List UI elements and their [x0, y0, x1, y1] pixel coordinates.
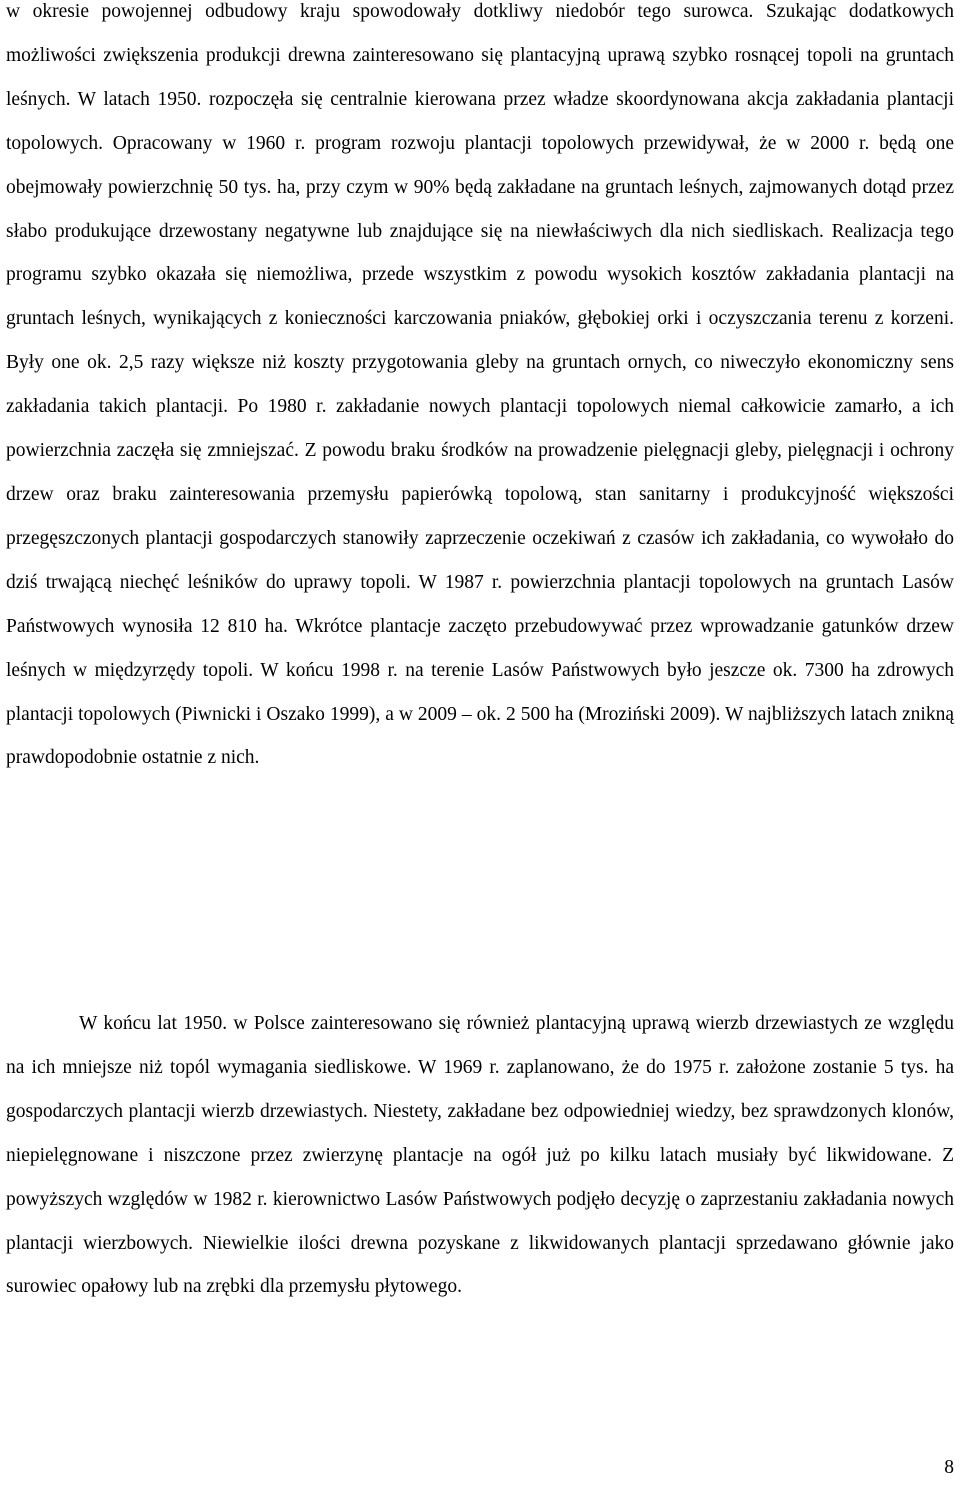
- page-number: 8: [944, 1457, 954, 1478]
- body-text-section-1: [6, 0, 954, 780]
- body-text-section-2: [6, 1002, 954, 1309]
- paragraph-willow-plantations: W końcu lat 1950. w Polsce zainteresowano się również plantacyjną uprawą wierzb drzewiastych ze względu na ich mniejsze niż topól wymagania siedliskowe. W 1969 r. zaplanowano, że do 1975 r. założone zostanie 5 tys. ha gospodarczych plantacji wierzb drzewiastych. Niestety, zakładane bez odpowiedniej wiedzy, bez sprawdzonych klonów, niepielęgnowane i niszczone przez zwierzynę plantacje na ogół już po kilku latach musiały być likwidowane. Z powyższych względów w 1982 r. kierownictwo Lasów Państwowych podjęło decyzję o zaprzestaniu zakładania nowych plantacji wierzbowych. Niewielkie ilości drewna pozyskane z likwidowanych plantacji sprzedawano głównie jako surowiec opałowy lub na zrębki dla przemysłu płytowego.: [6, 1013, 954, 1298]
- paragraph-poplar-plantations: w okresie powojennej odbudowy kraju spowodowały dotkliwy niedobór tego surowca. Szukając dodatkowych możliwości zwiększenia produkcji drewna zainteresowano się plantacyjną uprawą szybko rosnącej topoli na gruntach leśnych. W latach 1950. rozpoczęła się centralnie kierowana przez władze skoordynowana akcja zakładania plantacji topolowych. Opracowany w 1960 r. program rozwoju plantacji topolowych przewidywał, że w 2000 r. będą one obejmowały powierzchnię 50 tys. ha, przy czym w 90% będą zakładane na gruntach leśnych, zajmowanych dotąd przez słabo produkujące drzewostany negatywne lub znajdujące się na niewłaściwych dla nich siedliskach. Realizacja tego programu szybko okazała się niemożliwa, przede wszystkim z powodu wysokich kosztów zakładania plantacji na gruntach leśnych, wynikających z konieczności karczowania pniaków, głębokiej orki i oczyszczania terenu z korzeni. Były one ok. 2,5 razy większe niż koszty przygotowania gleby na gruntach ornych, co niweczyło ekonomiczny sens zakładania takich plantacji. Po 1980 r. zakładanie nowych plantacji topolowych niemal całkowicie zamarło, a ich powierzchnia zaczęła się zmniejszać. Z powodu braku środków na prowadzenie pielęgnacji gleby, pielęgnacji i ochrony drzew oraz braku zainteresowania przemysłu papierówką topolową, stan sanitarny i produkcyjność większości przegęszczonych plantacji gospodarczych stanowiły zaprzeczenie oczekiwań z czasów ich zakładania, co wywołało do dziś trwającą niechęć leśników do uprawy topoli. W 1987 r. powierzchnia plantacji topolowych na gruntach Lasów Państwowych wynosiła 12 810 ha. Wkrótce plantacje zaczęto przebudowywać przez wprowadzanie gatunków drzew leśnych w międzyrzędy topoli. W końcu 1998 r. na terenie Lasów Państwowych było jeszcze ok. 7300 ha zdrowych plantacji topolowych (Piwnicki i Oszako 1999), a w 2009 – ok. 2 500 ha (Mroziński 2009). W najbliższych latach znikną prawdopodobnie ostatnie z nich.: [6, 1, 954, 769]
